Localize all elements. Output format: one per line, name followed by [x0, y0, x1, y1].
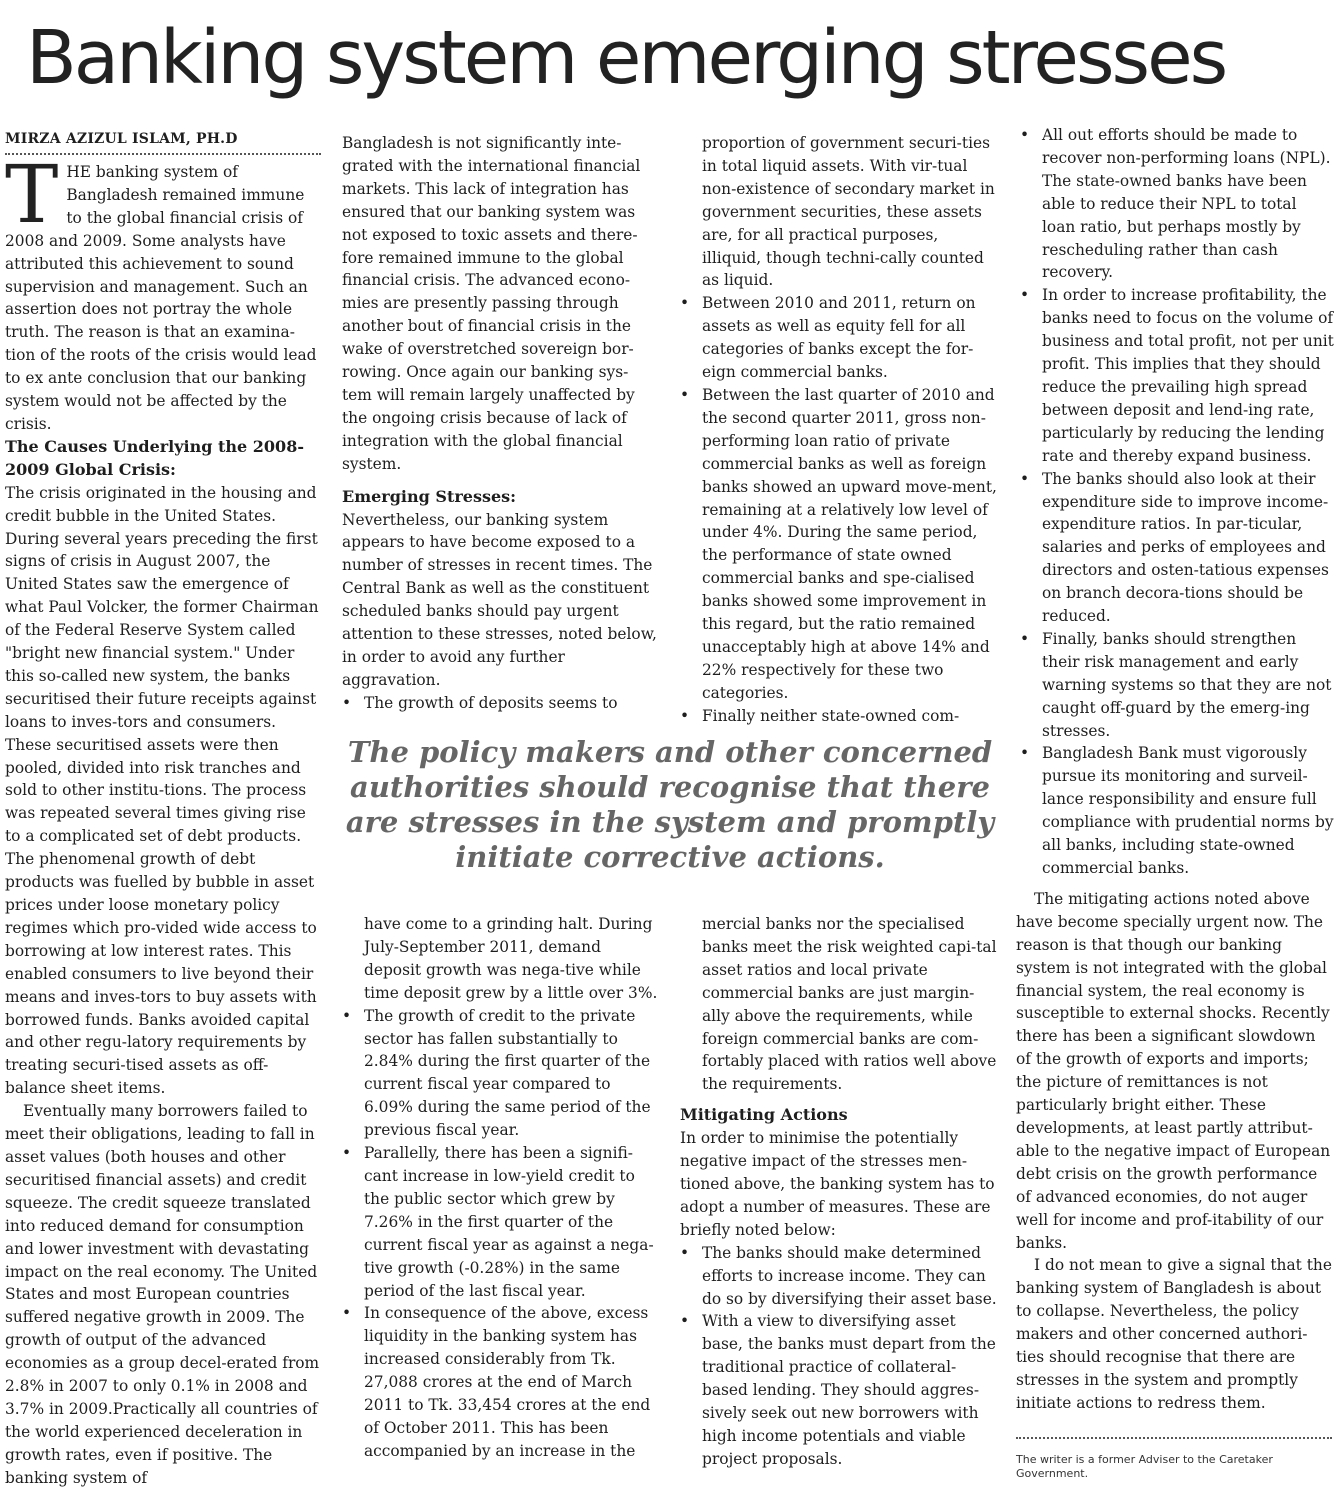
npl-ratio-bullet: • Between the last quarter of 2010 and the second quarter 2011, gross non-performing loan ratio of private commercial banks as well as foreign banks showed an upward move-ment, remaining at a relatively low level of under 4%. During the same period, the performance of state owned commercial banks and spe-cialised banks showed some improvement in this regard, but the ratio remained unacceptably high at above 14% and 22% respectively for these two categories.	[702, 384, 998, 705]
recover-npl-bullet: • All out efforts should be made to recover non-performing loans (NPL). The state-owned banks have been able to reduce their NPL to total loan ratio, but perhaps mostly by rescheduling rather than cash recovery.	[1042, 124, 1334, 284]
mitigating-bullets-a	[680, 1242, 998, 1471]
intro-paragraph	[5, 148, 321, 436]
footer-divider	[1016, 1437, 1332, 1439]
stresses-paragraph: Nevertheless, our banking system appears to have become exposed to a number of stresses in recent times. The Central Bank as well as the constituent scheduled banks should pay urgent attention to these stresses, noted below, in order to avoid any further aggravation.	[342, 510, 657, 689]
deposit-growth-continuation: have come to a grinding halt. During July-September 2011, demand deposit growth was nega-tive while time deposit grew by a little over 3%.	[364, 915, 658, 1002]
capital-ratio-continuation: mercial banks nor the specialised banks meet the risk weighted capi-tal asset ratios and local private commercial banks are just margin-ally above the requirements, while foreign commercial banks are com-fortably placed with ratios well above the requirements.	[702, 915, 997, 1094]
intro-text: HE banking system of Bangladesh remained immune to the global financial crisis of 2008 and 2009. Some analysts have attributed this achievement to sound supervision and management. Such an assertion does not portray the whole truth. The reason is that an examina-tion of the roots of the crisis would lead to ex ante conclusion that our banking system would not be affected by the crisis.	[5, 163, 317, 433]
return-on-assets-bullet: • Between 2010 and 2011, return on assets as well as equity fell for all categories of banks except the for-eign commercial banks.	[702, 292, 998, 384]
liquid-assets-continuation: proportion of government securi-ties in total liquid assets. With vir-tual non-existence of secondary market in government securities, these assets are, for all practical purposes, illiquid, though techni-cally counted as liquid.	[702, 134, 995, 290]
risk-management-bullet: • Finally, banks should strengthen their risk management and early warning systems so that they are not caught off-guard by the emerg-ing stresses.	[1042, 628, 1334, 743]
emerging-stresses-subheading: Emerging Stresses:	[342, 486, 517, 506]
stress-bullets-d	[680, 913, 998, 1096]
urgent-paragraph: The mitigating actions noted above have become specially urgent now. The reason is that though our banking system is not integrated with the global financial system, the real economy is susceptible to external shocks. Recently there has been a significant slowdown of the growth of exports and imports; the picture of remittances is not particularly bright either. These developments, at least partly attribut-able to the negative impact of European debt crisis on the growth performance of advanced economies, do not auger well for income and prof-itability of our banks.	[1016, 889, 1331, 1252]
causes-paragraph: The crisis originated in the housing and credit bubble in the United States. During several years preceding the first signs of crisis in August 2007, the United States saw the emergence of what Paul Volcker, the former Chairman of the Federal Reserve System called "bright new financial system." Under this so-called new system, the banks securitised their future receipts against loans to inves-tors and consumers. These securitised assets were then pooled, divided into risk tranches and sold to other institu-tions. The process was repeated several times giving rise to a complicated set of debt products. The phenomenal growth of debt products was fuelled by bubble in asset prices under loose monetary policy regimes which pro-vided wide access to borrowing at low interest rates. This enabled consumers to live beyond their means and inves-tors to buy assets with borrowed funds. Banks avoided capital and other regu-latory requirements by treating securi-tised assets as off-balance sheet items.	[5, 483, 319, 1098]
bangladesh-bank-bullet: • Bangladesh Bank must vigorously pursue its monitoring and surveil-lance responsibility and ensure full compliance with prudential norms by all banks, including state-owned commercial banks.	[1042, 742, 1334, 879]
stress-bullets-a	[342, 692, 658, 715]
stress-bullets-b	[680, 132, 998, 728]
integration-paragraph: Bangladesh is not significantly inte-grated with the international financial markets. This lack of integration has ensured that our banking system was not exposed to toxic assets and there-fore remained immune to the global financial crisis. The advanced econo-mies are presently passing through another bout of financial crisis in the wake of overstretched sovereign bor-rowing. Once again our banking sys-tem will remain largely unaffected by the ongoing crisis because of lack of integration with the global financial system.	[342, 134, 641, 473]
borrowers-paragraph: Eventually many borrowers failed to meet their obligations, leading to fall in asset values (both houses and other securitised financial assets) and credit squeeze. The credit squeeze translated into reduced demand for consumption and lower investment with devastating impact on the real economy. The United States and most European countries suffered negative growth in 2009. The growth of output of the advanced economies as a group decel-erated from 2.8% in 2007 to only 0.1% in 2008 and 3.7% in 2009.Practically all countries of the world experienced deceleration in growth rates, even if positive. The banking system of	[5, 1102, 320, 1487]
profitability-bullet: • In order to increase profitability, the banks need to focus on the volume of business and total profit, not per unit profit. This implies that they should reduce the prevailing high spread between deposit and lend-ing rate, particularly by reducing the lending rate and thereby expand business.	[1042, 284, 1334, 467]
deposit-growth-bullet: • The growth of deposits seems to	[364, 692, 658, 715]
mitigating-bullets-b	[1016, 124, 1334, 880]
column-3-bottom	[680, 913, 998, 1471]
excess-liquidity-bullet: • In consequence of the above, excess liquidity in the banking system has increased considerably from Tk. 27,088 crores at the end of March 2011 to Tk. 33,454 crores at the end of October 2011. This has been accompanied by an increase in the	[364, 1302, 658, 1462]
mitigating-paragraph: In order to minimise the potentially negative impact of the stresses men-tioned above, the banking system has to adopt a number of measures. These are briefly noted below:	[680, 1129, 995, 1239]
public-credit-bullet: • Parallelly, there has been a signifi-cant increase in low-yield credit to the public sector which grew by 7.26% in the first quarter of the current fiscal year as against a nega-tive growth (-0.28%) in the same period of the last fiscal year.	[364, 1142, 658, 1302]
headline: Banking system emerging stresses	[26, 15, 1226, 101]
private-credit-bullet: • The growth of credit to the private sector has fallen substantially to 2.84% during the first quarter of the current fiscal year compared to 6.09% during the same period of the previous fiscal year.	[364, 1005, 658, 1142]
mitigating-actions-subheading: Mitigating Actions	[680, 1105, 848, 1125]
stress-bullets-c	[342, 913, 658, 1463]
pull-quote: The policy makers and other concerned authorities should recognise that there are stresses in the system and promptly initiate corrective actions.	[345, 735, 995, 874]
increase-income-bullet: • The banks should make determined efforts to increase income. They can do so by diversifying their asset base.	[702, 1242, 998, 1311]
column-2-top	[342, 132, 658, 715]
column-3-top	[680, 132, 998, 728]
expenditure-bullet: • The banks should also look at their expenditure side to improve income-expenditure ratios. In par-ticular, salaries and perks of employees and directors and osten-tatious expenses on branch decora-tions should be reduced.	[1042, 468, 1334, 628]
closing-paragraph: I do not mean to give a signal that the banking system of Bangladesh is about to collapse. Nevertheless, the policy makers and other concerned authori-ties should recognise that there are stresses in the system and promptly initiate actions to redress them.	[1016, 1256, 1332, 1412]
author-note: The writer is a former Adviser to the Caretaker Government.	[1016, 1453, 1273, 1480]
column-4	[1016, 124, 1334, 1415]
causes-subheading: The Causes Underlying the 2008-2009 Global Crisis:	[5, 436, 304, 479]
diversify-assets-bullet: • With a view to diversifying asset base, the banks must depart from the traditional practice of collateral-based lending. They should aggres-sively seek out new borrowers with high income potentials and viable project proposals.	[702, 1310, 998, 1470]
capital-ratio-bullet: • Finally neither state-owned com-	[702, 705, 998, 728]
column-2-bottom	[342, 913, 658, 1463]
byline: MIRZA AZIZUL ISLAM, PH.D	[5, 130, 321, 155]
column-1	[5, 130, 321, 1490]
drop-cap: T	[5, 148, 59, 241]
